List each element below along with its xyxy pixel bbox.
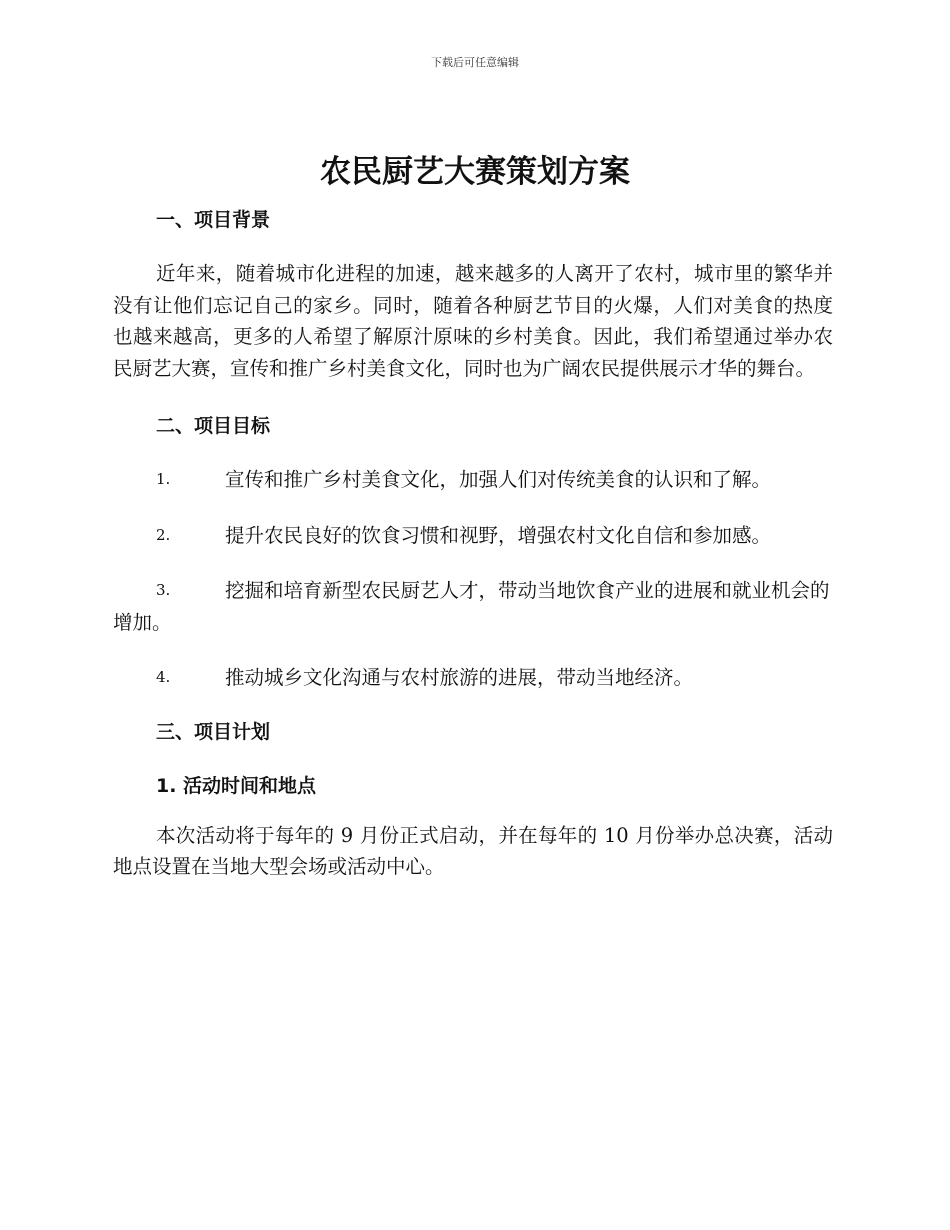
section-heading-plan: 三、项目计划 xyxy=(156,720,271,743)
goal-item-3 xyxy=(113,575,833,638)
goal-item-4 xyxy=(113,662,833,694)
goal-item-text: 提升农民良好的饮食习惯和视野，增强农村文化自信和参加感。 xyxy=(225,523,772,547)
goal-item-text: 挖掘和培育新型农民厨艺人才，带动当地饮食产业的进展和就业机会的增加。 xyxy=(113,579,830,634)
goal-item-text: 宣传和推广乡村美食文化，加强人们对传统美食的认识和了解。 xyxy=(225,468,772,491)
plan-paragraph: 本次活动将于每年的 9 月份正式启动，并在每年的 10 月份举办总决赛，活动地点设置在当地大型会场或活动中心。 xyxy=(113,823,833,878)
goal-item-2 xyxy=(113,520,833,552)
goal-item-text: 推动城乡文化沟通与农村旅游的进展，带动当地经济。 xyxy=(225,666,694,689)
document-title: 农民厨艺大赛策划方案 xyxy=(320,154,630,190)
goal-item-1 xyxy=(113,464,833,496)
background-paragraph: 近年来，随着城市化进程的加速，越来越多的人离开了农村，城市里的繁华并没有让他们忘记自己的家乡。同时，随着各种厨艺节目的火爆，人们对美食的热度也越来越高，更多的人希望了解原汁原味的乡村美食。因此，我们希望通过举办农民厨艺大赛，宣传和推广乡村美食文化，同时也为广阔农民提供展示才华的舞台。 xyxy=(113,262,833,380)
goal-item-number: 2. xyxy=(156,525,171,544)
section-heading-goals: 二、项目目标 xyxy=(156,415,271,437)
section-heading-background: 一、项目背景 xyxy=(156,209,271,231)
goal-item-number: 4. xyxy=(156,668,171,686)
header-note: 下载后可任意编辑 xyxy=(431,56,519,69)
goal-item-number: 3. xyxy=(156,581,171,599)
goal-item-number: 1. xyxy=(156,470,171,488)
document-body xyxy=(113,202,833,883)
subheading-time-location: 1. 活动时间和地点 xyxy=(156,774,317,797)
